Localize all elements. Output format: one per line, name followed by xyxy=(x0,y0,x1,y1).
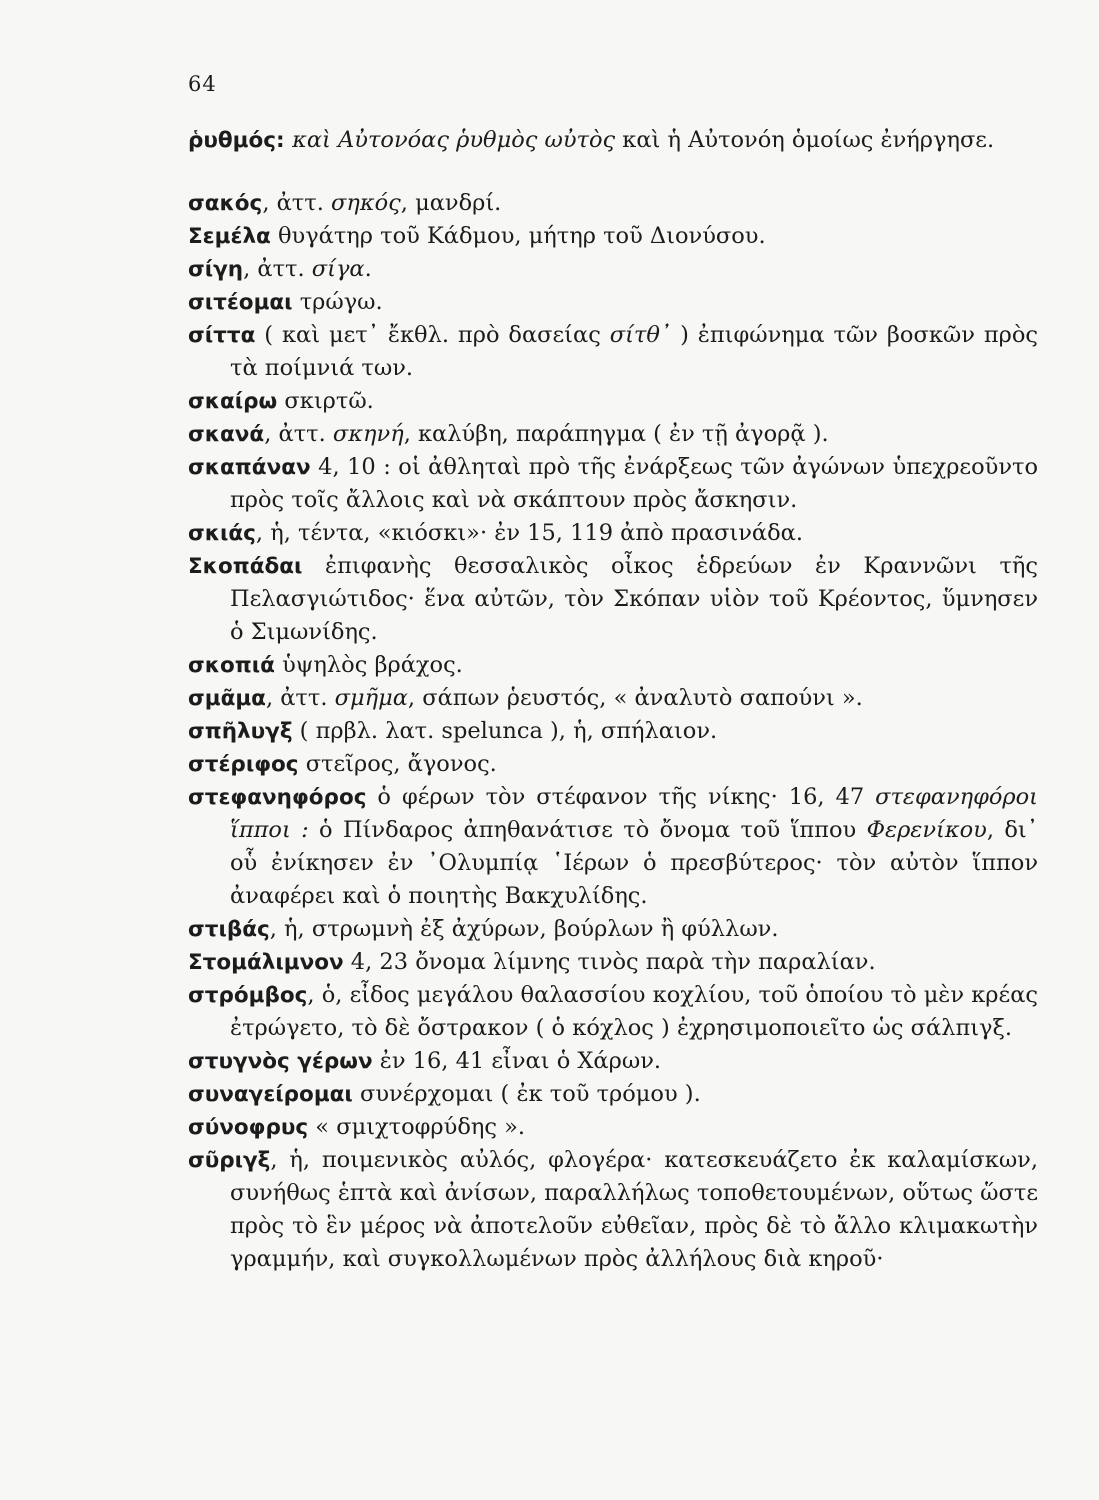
entry-headword: Σεμέλα xyxy=(188,224,271,249)
glossary-entry xyxy=(188,781,1038,913)
entry-text: , σάπων ῥευστός, « ἀναλυτὸ σαπούνι ». xyxy=(407,685,863,711)
glossary-entry xyxy=(188,1111,1038,1144)
glossary-entry xyxy=(188,715,1038,748)
glossary-entry xyxy=(188,682,1038,715)
entry-headword: σύνοφρυς xyxy=(188,1115,309,1140)
entry-text: ( καὶ μετ᾽ ἔκθλ. πρὸ δασείας xyxy=(255,322,610,348)
entry-text: « σμιχτοφρύδης ». xyxy=(308,1114,526,1140)
entry-headword: στρόμβος xyxy=(188,983,308,1008)
glossary-entry xyxy=(188,124,1038,157)
entry-italic-text: σκηνή xyxy=(332,421,404,447)
entry-text: 4, 23 ὄνομα λίμνης τινὸς παρὰ τὴν παραλίαν. xyxy=(343,949,876,975)
entry-headword: σκοπιά xyxy=(188,653,275,678)
glossary-entry xyxy=(188,550,1038,649)
glossary-entry xyxy=(188,1078,1038,1111)
entry-text: , ἀττ. xyxy=(264,421,333,447)
glossary-entry xyxy=(188,187,1038,220)
entry-italic-text: σμῆμα xyxy=(334,685,408,711)
glossary-entries xyxy=(188,124,1038,1276)
entry-headword: στέριφος xyxy=(188,752,299,777)
entry-text: , ἀττ. xyxy=(265,685,335,711)
entry-text: 4, 10 : οἱ ἀθληταὶ πρὸ τῆς ἐνάρξεως τῶν ἀγώνων ὑπεχρεοῦντο πρὸς τοῖς ἄλλοις καὶ νὰ σκάπτουν πρὸς ἄσκησιν. xyxy=(230,454,1038,513)
entry-headword: Σκοπάδαι xyxy=(188,554,303,579)
entry-headword: σακός xyxy=(188,191,263,216)
page-number: 64 xyxy=(188,72,217,96)
entry-text: ὁ Πίνδαρος ἀπηθανάτισε τὸ ὄνομα τοῦ ἵππου xyxy=(308,817,867,843)
entry-text: ) ἐπιφώνημα τῶν βοσκῶν πρὸς τὰ ποίμνιά των. xyxy=(230,322,1038,381)
entry-headword: σίττα xyxy=(188,323,256,348)
entry-headword: σμᾶμα xyxy=(188,686,266,711)
glossary-entry xyxy=(188,913,1038,946)
entry-headword: στεφανηφόρος xyxy=(188,785,367,810)
entry-text: ( πρβλ. λατ. spelunca ), ἡ, σπήλαιον. xyxy=(292,718,718,744)
entry-headword: σῦριγξ xyxy=(188,1148,271,1173)
glossary-entry xyxy=(188,385,1038,418)
glossary-entry xyxy=(188,220,1038,253)
entry-headword: : xyxy=(276,128,293,153)
entry-text: , ἀττ. xyxy=(262,190,332,216)
entry-text: τρώγω. xyxy=(292,289,383,315)
entry-text: , ὁ, εἶδος μεγάλου θαλασσίου κοχλίου, τοῦ ὁποίου τὸ μὲν κρέας ἐτρώγετο, τὸ δὲ ὄστρακον ( ὁ κόχλος ) ἐχρησιμοποιεῖτο ὡς σάλπιγξ. xyxy=(230,982,1038,1041)
entry-text: ὁ φέρων τὸν στέφανον τῆς νίκης· 16, 47 xyxy=(366,784,876,810)
glossary-entry xyxy=(188,517,1038,550)
glossary-entry xyxy=(188,1045,1038,1078)
entry-italic-text: Φερενίκου xyxy=(866,817,987,843)
entry-headword: σκανά xyxy=(188,422,265,447)
glossary-entry xyxy=(188,319,1038,385)
entry-text: καὶ ἡ Αὐτονόη ὁμοίως ἐνήργησε. xyxy=(615,127,995,153)
entry-headword: σίγη xyxy=(188,257,244,282)
entry-text: , μανδρί. xyxy=(400,190,502,216)
entry-headword: συναγείρομαι xyxy=(188,1082,353,1107)
entry-text: , δι᾽ οὗ ἐνίκησεν ἐν ᾽Ολυμπίᾳ ῾Ιέρων ὁ πρεσβύτερος· τὸν αὐτὸν ἵππον ἀναφέρει καὶ ὁ ποιητὴς Βακχυλίδης. xyxy=(230,817,1038,909)
glossary-entry xyxy=(188,418,1038,451)
glossary-entry xyxy=(188,649,1038,682)
entry-text: , ἀττ. xyxy=(243,256,312,282)
glossary-entry xyxy=(188,979,1038,1045)
entry-headword: ῥυθμός xyxy=(188,128,277,153)
entry-headword: σκιάς xyxy=(188,521,256,546)
glossary-entry xyxy=(188,748,1038,781)
entry-text: στεῖρος, ἄγονος. xyxy=(298,751,497,777)
entry-italic-text: καὶ Αὐτονόας ῥυθμὸς ωὐτὸς xyxy=(292,127,616,153)
entry-italic-text: στεφανηφόροι ἵπποι : xyxy=(230,784,1038,843)
entry-headword: σκαπάναν xyxy=(188,455,311,480)
glossary-entry xyxy=(188,451,1038,517)
entry-headword: σπῆλυγξ xyxy=(188,719,293,744)
entry-text: θυγάτηρ τοῦ Κάδμου, μήτηρ τοῦ Διονύσου. xyxy=(270,223,766,249)
entry-text: σκιρτῶ. xyxy=(277,388,374,414)
entry-text: , καλύβη, παράπηγμα ( ἐν τῇ ἀγορᾷ ). xyxy=(403,421,829,447)
entry-headword: σκαίρω xyxy=(188,389,278,414)
entry-text: , ἡ, ποιμενικὸς αὐλός, φλογέρα· κατεσκευάζετο ἐκ καλαμίσκων, συνήθως ἑπτὰ καὶ ἀνίσων, παραλλήλως τοποθετουμένων, οὕτως ὥστε πρὸς τὸ ἓν μέρος νὰ ἀποτελοῦν εὐθεῖαν, πρὸς δὲ τὸ ἄλλο κλιμακωτὴν γραμμήν, καὶ συγκολλωμένων πρὸς ἀλλήλους διὰ κηροῦ· xyxy=(230,1147,1038,1272)
entry-headword: στυγνὸς γέρων xyxy=(188,1049,373,1074)
entry-italic-text: σηκός xyxy=(331,190,401,216)
entry-text: , ἡ, στρωμνὴ ἐξ ἀχύρων, βούρλων ἢ φύλλων. xyxy=(269,916,779,942)
glossary-entry xyxy=(188,1144,1038,1276)
entry-italic-text: σίγα xyxy=(311,256,365,282)
entry-text: ἐν 16, 41 εἶναι ὁ Χάρων. xyxy=(372,1048,662,1074)
entry-italic-text: σίτθ᾽ xyxy=(609,322,672,348)
entry-text: , ἡ, τέντα, «κιόσκι»· ἐν 15, 119 ἀπὸ πρασινάδα. xyxy=(255,520,804,546)
entry-text: συνέρχομαι ( ἐκ τοῦ τρόμου ). xyxy=(352,1081,701,1107)
glossary-entry xyxy=(188,253,1038,286)
glossary-entry xyxy=(188,286,1038,319)
entry-headword: σιτέομαι xyxy=(188,290,293,315)
entry-text: ὑψηλὸς βράχος. xyxy=(274,652,463,678)
entry-headword: στιβάς xyxy=(188,917,270,942)
glossary-entry xyxy=(188,946,1038,979)
entry-headword: Στομάλιμνον xyxy=(188,950,344,975)
entry-text: . xyxy=(364,256,372,282)
entry-text: ἐπιφανὴς θεσσαλικὸς οἶκος ἑδρεύων ἐν Κραννῶνι τῆς Πελασγιώτιδος· ἕνα αὐτῶν, τὸν Σκόπαν υἱὸν τοῦ Κρέοντος, ὕμνησεν ὁ Σιμωνίδης. xyxy=(230,553,1038,645)
